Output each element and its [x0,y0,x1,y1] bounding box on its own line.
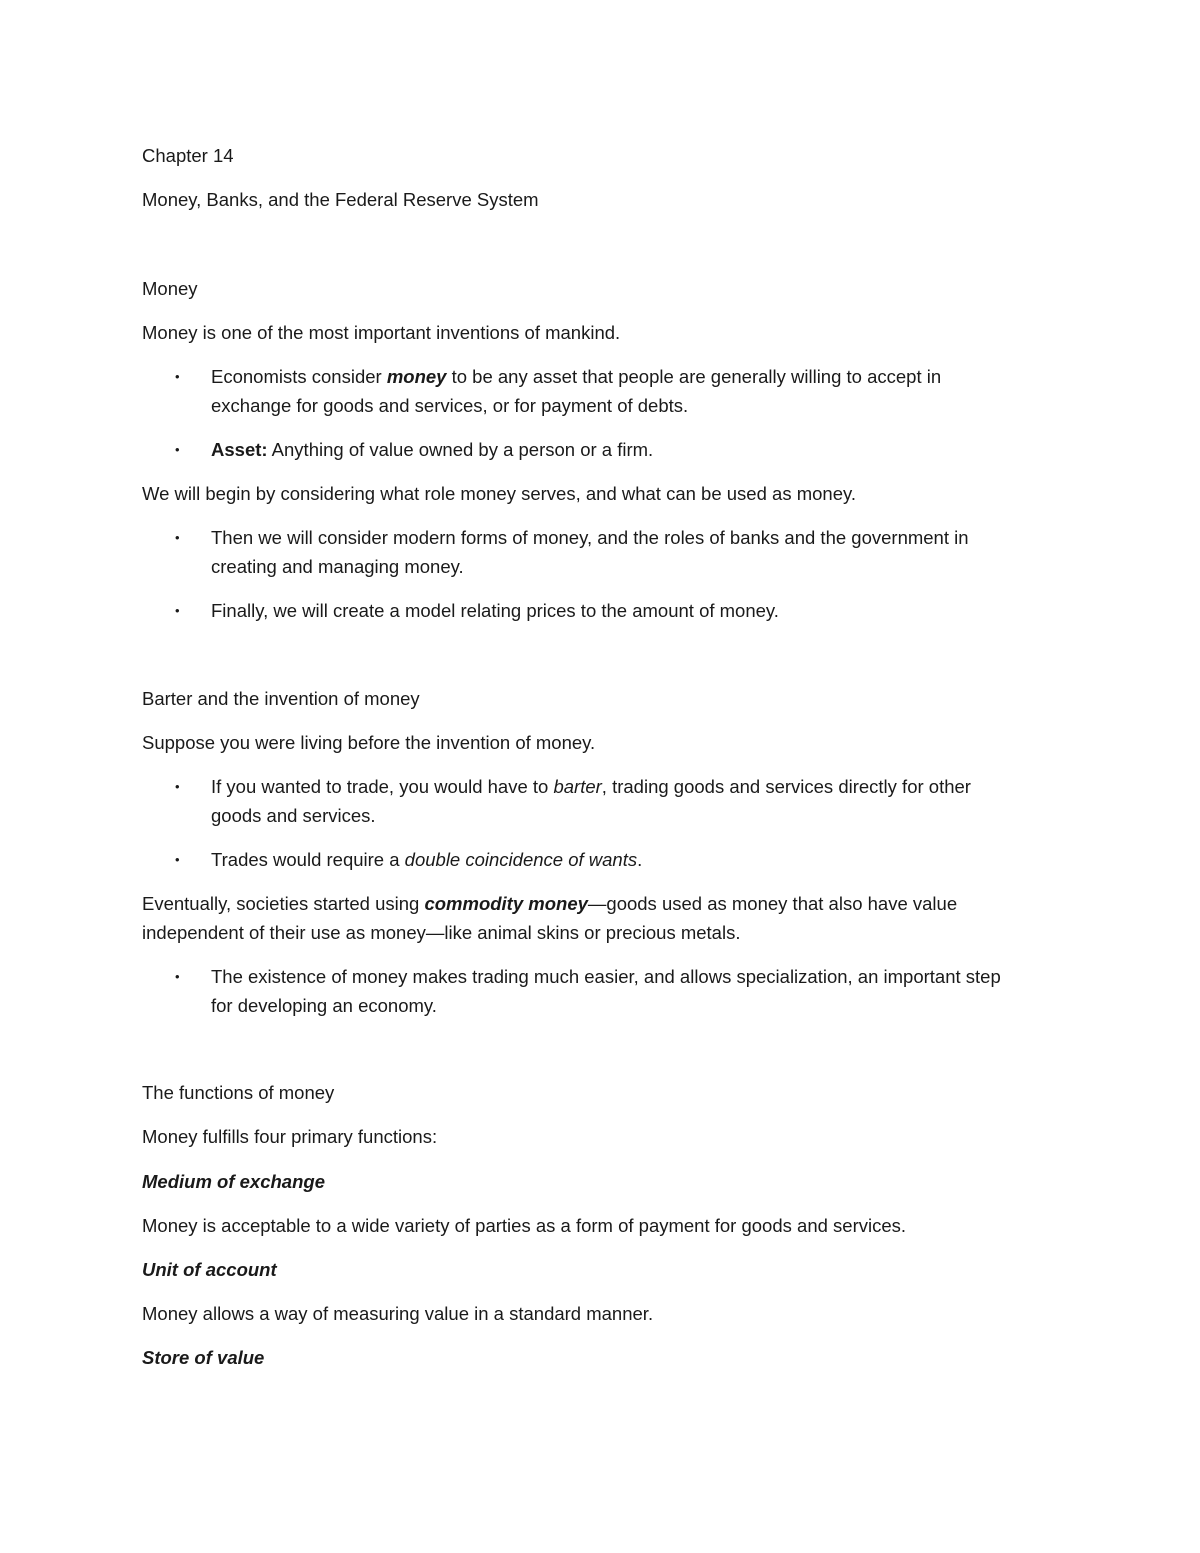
bullet-marker: • [175,442,180,457]
paragraph: Money is one of the most important inventions of mankind. [142,322,621,343]
paragraph: We will begin by considering what role money serves, and what can be used as money. [142,483,857,504]
emphasis-term: barter [553,776,602,797]
bullet-marker: • [175,969,180,984]
bullet-text: Then we will consider modern forms of money, and the roles of banks and the government in [211,527,969,548]
chapter-label: Chapter 14 [142,145,234,166]
bullet-text-continued: creating and managing money. [211,556,464,577]
bullet-marker: • [175,369,180,384]
definition-term: Asset: [211,439,268,460]
bullet-marker: • [175,603,180,618]
paragraph: Money allows a way of measuring value in a standard manner. [142,1303,654,1324]
bullet-marker: • [175,779,180,794]
bullet-text: Trades would require a double coincidence of wants. [211,849,643,870]
section-heading-functions: The functions of money [142,1082,335,1103]
function-heading-unit-of-account: Unit of account [142,1259,277,1280]
paragraph: Eventually, societies started using commodity money—goods used as money that also have value [142,893,958,914]
bullet-text: Finally, we will create a model relating prices to the amount of money. [211,600,779,621]
bullet-text-continued: goods and services. [211,805,376,826]
section-heading-barter: Barter and the invention of money [142,688,420,709]
bullet-text-continued: for developing an economy. [211,995,437,1016]
section-heading-money: Money [142,278,198,299]
paragraph-continued: independent of their use as money—like animal skins or precious metals. [142,922,741,943]
bullet-text: The existence of money makes trading much easier, and allows specialization, an important step [211,966,1001,987]
emphasis-term: double coincidence of wants [404,849,638,870]
paragraph: Suppose you were living before the invention of money. [142,732,596,753]
paragraph: Money is acceptable to a wide variety of parties as a form of payment for goods and services. [142,1215,907,1236]
bullet-text: Economists consider money to be any asset that people are generally willing to accept in [211,366,942,387]
function-heading-store-of-value: Store of value [142,1347,265,1368]
page-title: Money, Banks, and the Federal Reserve System [142,189,539,210]
bullet-text-continued: exchange for goods and services, or for payment of debts. [211,395,689,416]
bullet-marker: • [175,852,180,867]
paragraph: Money fulfills four primary functions: [142,1126,438,1147]
emphasis-term: commodity money [424,893,588,914]
bullet-marker: • [175,530,180,545]
emphasis-term: money [386,366,447,387]
bullet-text: Asset: Anything of value owned by a person or a firm. [211,439,654,460]
bullet-text: If you wanted to trade, you would have to barter, trading goods and services directly for other [211,776,971,797]
function-heading-medium-of-exchange: Medium of exchange [142,1171,325,1192]
